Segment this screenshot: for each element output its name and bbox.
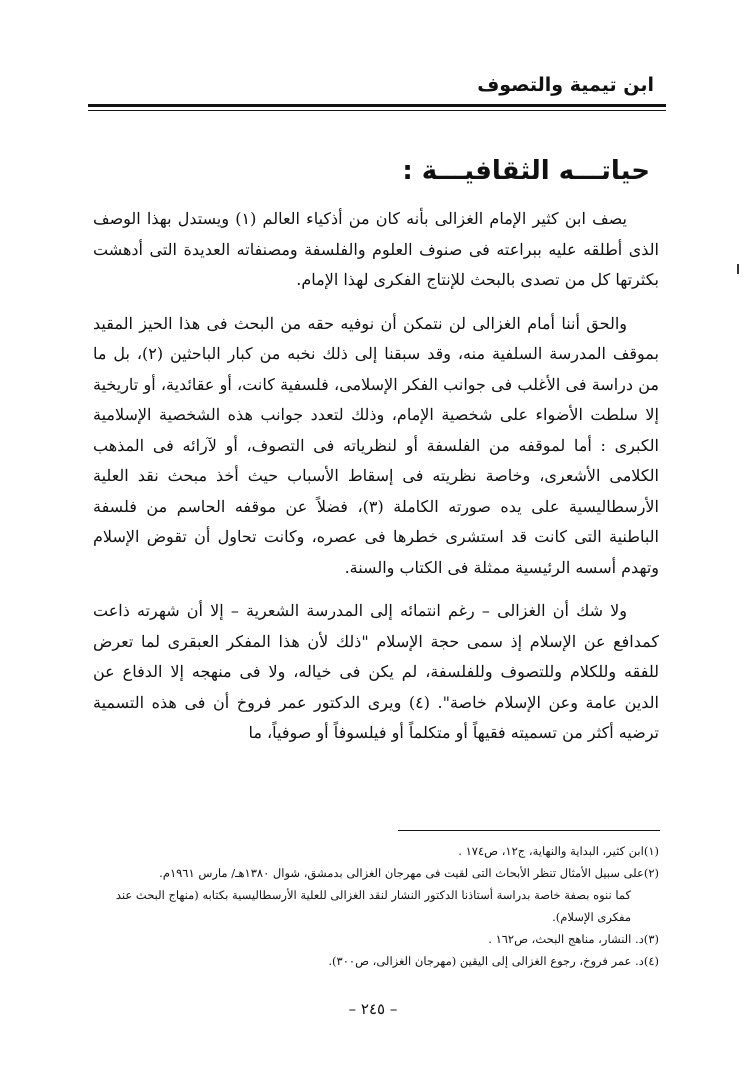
paragraph-2: والحق أننا أمام الغزالى لن نتمكن أن نوفيه حقه من البحث فى هذا الحيز المقيد بموقف المدرسة السلفية منه، وقد سبقنا إلى ذلك نخبه من كبار الباحثين (٢)، بل ما من دراسة فى الأغلب فى جوانب الفكر الإسلامى، فلسفية كانت، أو عقائدية، أو تاريخية إلا سلطت الأضواء على شخصية الإمام، وذلك لتعدد جوانب هذه الشخصية الإسلامية الكبرى : أما لموقفه من الفلسفة أو لنظرياته فى التصوف، أو لآرائه فى المذهب الكلامى الأشعرى، وخاصة نظريته فى إسقاط الأسباب حيث أخذ مبحث نقد العلية الأرسطاليسية على يده صورته الكاملة (٣)، فضلاً عن موقفه الحاسم من فلسفة الباطنية التى كانت قد استشرى خطرها فى عصره، وكانت تحاول أن تقوض الإسلام وتهدم أسسه الرئيسية ممثلة فى الكتاب والسنة.	[93, 313, 660, 577]
footnote-4: (٤)د. عمر فروخ، رجوع الغزالى إلى اليقين (مهرجان الغزالى، ص٣٠٠).	[328, 954, 659, 968]
footnotes	[93, 840, 659, 972]
footnote-2: (٢)على سبيل الأمثال تنظر الأبحاث التى لقيت فى مهرجان الغزالى بدمشق، شوال ١٣٨٠هـ/ مارس ١٩٦١م.	[159, 866, 659, 880]
page-number: – ٢٤٥ –	[348, 1000, 398, 1018]
body-text	[93, 204, 659, 762]
running-header-title: ابن تيمية والتصوف	[477, 74, 654, 96]
paragraph-1: يصف ابن كثير الإمام الغزالى بأنه كان من أذكياء العالم (١) ويستدل بهذا الوصف الذى أطلقه عليه ببراعته فى صنوف العلوم والفلسفة ومصنفاته العديدة التى أدهشت بكثرتها كل من تصدى بالبحث للإنتاج الفكرى لهذا الإمام.	[93, 209, 659, 289]
header-rule-thick	[88, 104, 666, 107]
section-title: حياتـــه الثقافيـــة :	[402, 156, 650, 186]
paragraph-3: ولا شك أن الغزالى – رغم انتمائه إلى المدرسة الشعرية – إلا أن شهرته ذاعت كمدافع عن الإسلام إذ سمى حجة الإسلام "ذلك لأن هذا المفكر العبقرى لما تعرض للفقه وللكلام وللتصوف وللفلسفة، لم يكن فى خياله، ولا فى منهجه إلا الدفاع عن الدين عامة وعن الإسلام خاصة". (٤) ويرى الدكتور عمر فروخ أن فى هذه التسمية ترضيه أكثر من تسميته فقيهاً أو متكلماً أو فيلسوفاً أو صوفياً، ما	[93, 601, 659, 742]
footnote-1: (١)ابن كثير، البداية والنهاية، ج١٢، ص١٧٤ .	[458, 844, 659, 858]
header-rule-thin	[88, 110, 666, 111]
footnote-separator	[398, 830, 660, 831]
footnote-2-continuation: كما ننوه بصفة خاصة بدراسة أستاذنا الدكتور النشار لنقد الغزالى للعلية الأرسطاليسية بكتابه (منهاج البحث عند مفكرى الإسلام).	[115, 888, 631, 924]
scan-edge-mark	[737, 264, 739, 274]
footnote-3: (٣)د. النشار، مناهج البحث، ص١٦٢ .	[488, 932, 659, 946]
